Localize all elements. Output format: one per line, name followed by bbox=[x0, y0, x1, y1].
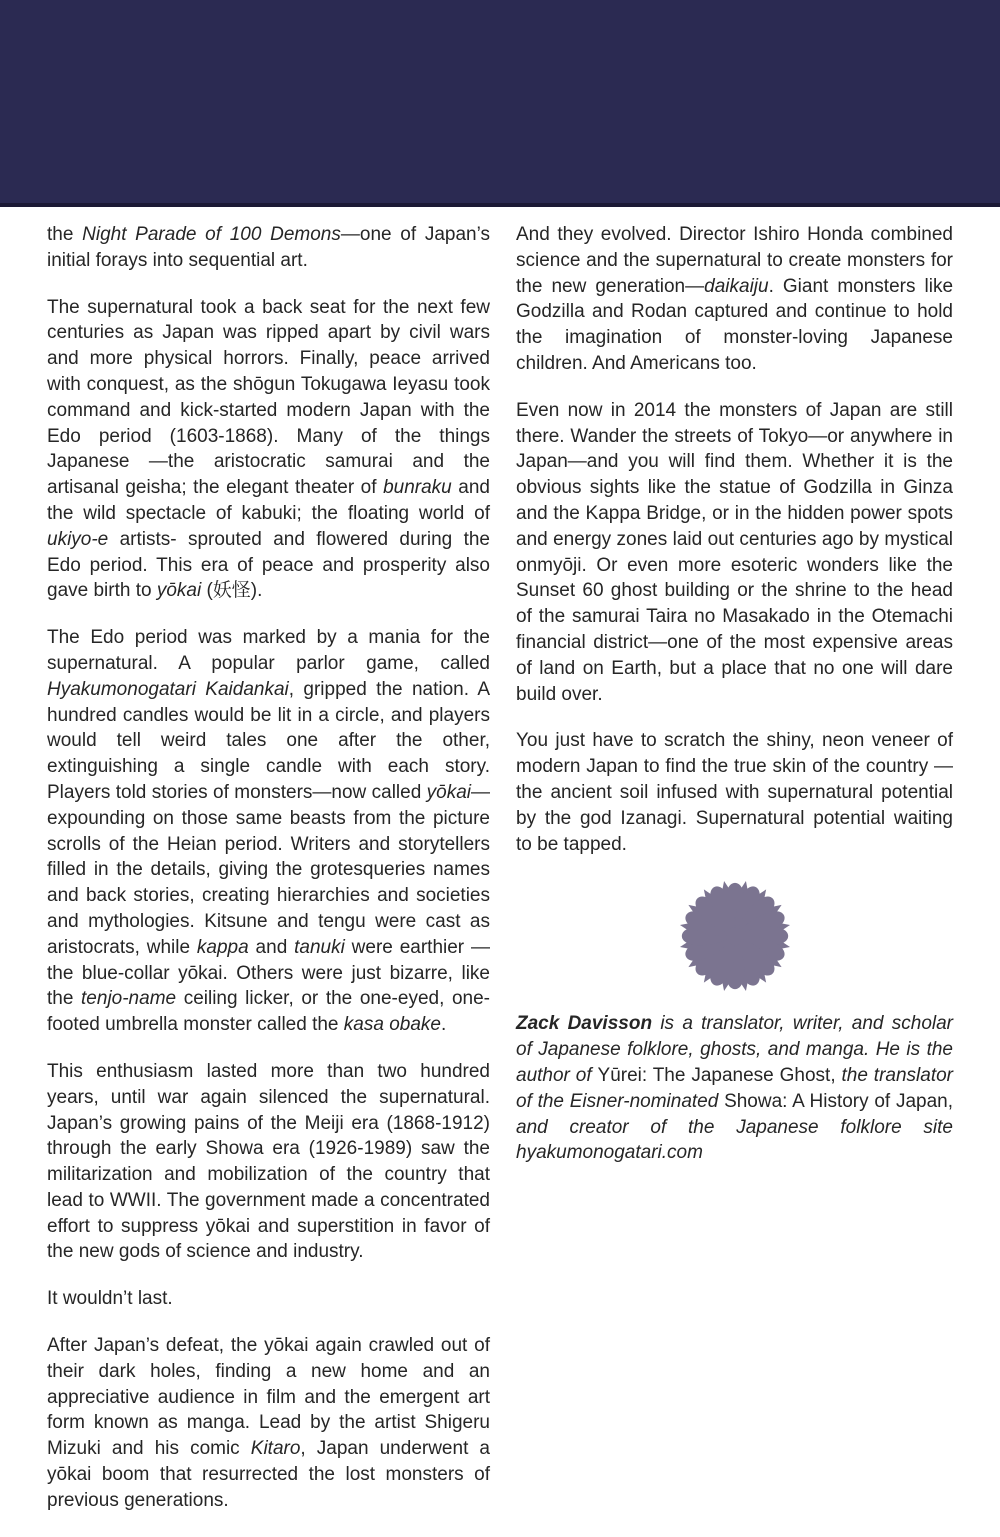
text-run: Kitaro bbox=[250, 1438, 301, 1460]
text-run: artists- sprouted and flowered during the Edo period. This era of peace and prosperity also gave birth to bbox=[47, 528, 490, 602]
text-run: the bbox=[47, 224, 83, 245]
text-run: After Japan’s defeat, the yōkai again crawled out of their dark holes, finding a new home and an appreciative audience in film and the emergent art form known as manga. Lead by the artist Shigeru Mizuki and his comic bbox=[47, 1335, 490, 1460]
left-column bbox=[47, 222, 490, 1535]
text-run: ceiling licker, or the one-eyed, one-footed umbrella monster called the bbox=[47, 988, 490, 1036]
text-run: . Giant monsters like Godzilla and Rodan captured and continue to hold the imagination of monster-loving Japanese children. And Americans too. bbox=[516, 275, 954, 374]
paragraph-meiji-showa bbox=[47, 1059, 490, 1265]
text-run: and the wild spectacle of kabuki; the floating world of bbox=[47, 477, 490, 524]
paragraph-it-wouldnt-last bbox=[47, 1286, 490, 1312]
text-run: tanuki bbox=[294, 936, 345, 958]
text-run: —expounding on those same beasts from the picture scrolls of the Heian period. Writers and storytellers filled in the details, giving the grotesqueries names and back stories, creating hierarchies and societies and mythologies. Kitsune and tengu were cast as aristocrats, while bbox=[47, 781, 490, 958]
text-run: and bbox=[248, 936, 295, 958]
bio-site-link[interactable]: hyakumonogatari.com bbox=[516, 1142, 703, 1164]
text-run: and creator of the Japanese folklore site bbox=[516, 1116, 953, 1138]
text-run: Night Parade of 100 Demons bbox=[82, 224, 341, 245]
paragraph-night-parade bbox=[47, 222, 490, 274]
paragraph-daikaiju bbox=[516, 222, 953, 377]
text-run: (妖怪). bbox=[201, 580, 263, 602]
text-run: Showa: A History of Japan, bbox=[724, 1090, 953, 1112]
text-run: were earthier —the blue-collar yōkai. Others were just bizarre, like the bbox=[47, 936, 490, 1010]
text-run: kappa bbox=[196, 936, 249, 958]
text-run: Hyakumonogatari Kaidankai bbox=[47, 678, 289, 700]
text-run: , Japan underwent a yōkai boom that resurrected the lost monsters of previous generations. bbox=[47, 1438, 490, 1511]
text-run: It wouldn’t last. bbox=[47, 1288, 173, 1310]
text-run: , gripped the nation. A hundred candles would be lit in a circle, and players would tell weird tales one after the other, extinguishing a single candle with each story. Players told stories of monsters—now called bbox=[47, 678, 490, 803]
text-run: ukiyo-e bbox=[47, 528, 109, 550]
paragraph-hyakumonogatari bbox=[47, 625, 490, 1038]
paragraph-monsters-2014 bbox=[516, 398, 953, 708]
header-band bbox=[0, 0, 1000, 207]
text-run: tenjo-name bbox=[81, 988, 177, 1010]
text-run: —one of Japan’s initial forays into sequential art. bbox=[47, 224, 490, 271]
text-run: Yūrei: The Japanese Ghost, bbox=[597, 1064, 836, 1086]
text-run: The supernatural took a back seat for the next few centuries as Japan was ripped apart by civil wars and more physical horrors. Finally, peace arrived with conquest, as the shōgun Tokugawa Ieyasu took command and kick-started modern Japan with the Edo period (1603-1868). Many of the things Japanese —the aristocratic samurai and the artisanal geisha; the elegant theater of bbox=[47, 296, 490, 499]
text-run: daikaiju bbox=[704, 275, 769, 297]
chrysanthemum-icon bbox=[677, 878, 793, 994]
text-run: You just have to scratch the shiny, neon veneer of modern Japan to find the true skin of the country —the ancient soil infused with supernatural potential by the god Izanagi. Supernatural potential waiting to be tapped. bbox=[516, 730, 953, 855]
text-run: . bbox=[440, 1014, 447, 1036]
text-run: yōkai bbox=[156, 580, 202, 602]
paragraph-edo-history bbox=[47, 295, 490, 605]
paragraph-izanagi bbox=[516, 728, 953, 857]
text-run: And they evolved. Director Ishiro Honda combined science and the supernatural to create monsters for the new generation— bbox=[516, 224, 953, 297]
text-run: The Edo period was marked by a mania for the supernatural. A popular parlor game, called bbox=[47, 627, 490, 674]
text-run: This enthusiasm lasted more than two hundred years, until war again silenced the supernatural. Japan’s growing pains of the Meiji era (1868-1912) through the early Showa era (1926-1989) saw the militarization and mobilization of the country that lead to WWII. The government made a concentrated effort to suppress yōkai and superstition in favor of the new gods of science and industry. bbox=[47, 1060, 490, 1263]
author-bio bbox=[516, 1011, 953, 1166]
paragraph-postwar-manga bbox=[47, 1333, 490, 1514]
text-run: bunraku bbox=[383, 477, 452, 499]
text-run: is a translator, writer, and scholar of Japanese folklore, ghosts, and manga. He is the author of bbox=[516, 1013, 953, 1086]
text-run: kasa obake bbox=[343, 1014, 441, 1036]
article-body bbox=[0, 207, 1000, 1535]
text-run: the translator of the Eisner-nominated bbox=[516, 1064, 954, 1112]
right-column bbox=[516, 222, 953, 1535]
text-run: Zack Davisson bbox=[516, 1013, 653, 1035]
text-run: Even now in 2014 the monsters of Japan are still there. Wander the streets of Tokyo—or anywhere in Japan—and you will find them. Whether it is the obvious sights like the statue of Godzilla in Ginza and the Kappa Bridge, or in the hidden power spots and energy zones laid out centuries ago by mystical onmyōji. Or even more esoteric wonders like the Sunset 60 ghost building or the shrine to the head of the samurai Taira no Masakado in the Otemachi financial district—one of the most expensive areas of land on Earth, but a place that no one will dare build over. bbox=[516, 399, 953, 705]
text-run: yōkai bbox=[426, 781, 471, 803]
